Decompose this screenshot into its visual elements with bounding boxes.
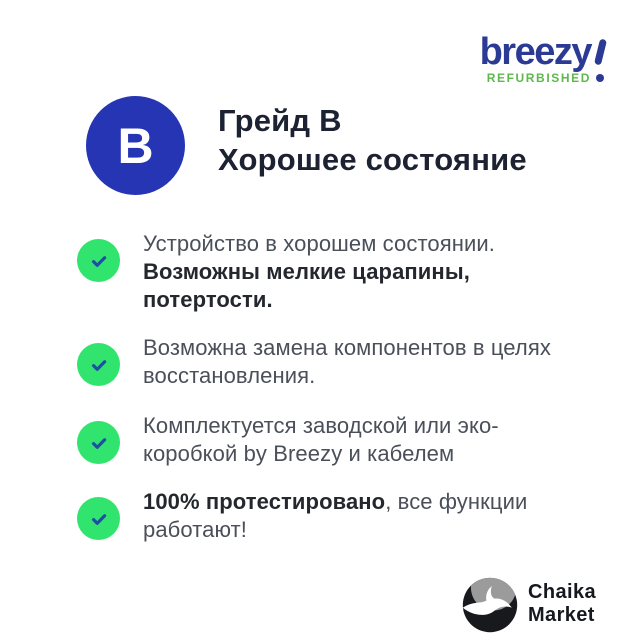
check-icon bbox=[77, 497, 120, 540]
bullet-text bbox=[143, 412, 583, 468]
breezy-subtitle-row bbox=[487, 71, 604, 85]
bullet-text bbox=[143, 334, 583, 390]
page-title-line1: Грейд B bbox=[218, 103, 342, 138]
bullet-text-segment: , все функции работают! bbox=[143, 489, 528, 542]
bullet-text bbox=[143, 488, 583, 544]
chaika-market-label-line1: Chaika bbox=[528, 581, 596, 603]
bullet-text bbox=[143, 230, 583, 314]
chaika-market-label bbox=[528, 581, 596, 627]
bullet-text-segment: Возможна замена компонентов в целях восстановления. bbox=[143, 335, 551, 388]
exclamation-dot-icon bbox=[596, 74, 604, 82]
chaika-market-label-line2: Market bbox=[528, 604, 595, 626]
grade-badge bbox=[86, 96, 185, 195]
exclamation-bar-icon bbox=[594, 39, 607, 66]
check-icon bbox=[77, 343, 120, 386]
list-item bbox=[77, 334, 587, 390]
bullet-text-bold-segment: 100% протестировано bbox=[143, 489, 386, 514]
chaika-market-logo bbox=[461, 576, 596, 634]
bullet-text-bold-segment: Возможны мелкие царапины, потертости. bbox=[143, 259, 470, 312]
list-item bbox=[77, 488, 587, 544]
check-icon bbox=[77, 421, 120, 464]
check-icon bbox=[77, 239, 120, 282]
breezy-wordmark: breezy bbox=[479, 31, 591, 73]
bullet-text-segment: Устройство в хорошем состоянии. bbox=[143, 231, 495, 256]
list-item bbox=[77, 412, 587, 468]
list-item bbox=[77, 230, 587, 314]
breezy-wordmark-row bbox=[479, 31, 604, 73]
bullet-text-segment: Комплектуется заводской или эко-коробкой by Breezy и кабелем bbox=[143, 413, 499, 466]
breezy-logo bbox=[479, 31, 604, 85]
refurbished-label: REFURBISHED bbox=[486, 71, 591, 85]
seagull-icon bbox=[461, 576, 519, 634]
page-title bbox=[218, 101, 527, 179]
page-title-line2: Хорошее состояние bbox=[218, 142, 527, 177]
grade-badge-letter: B bbox=[117, 117, 154, 174]
